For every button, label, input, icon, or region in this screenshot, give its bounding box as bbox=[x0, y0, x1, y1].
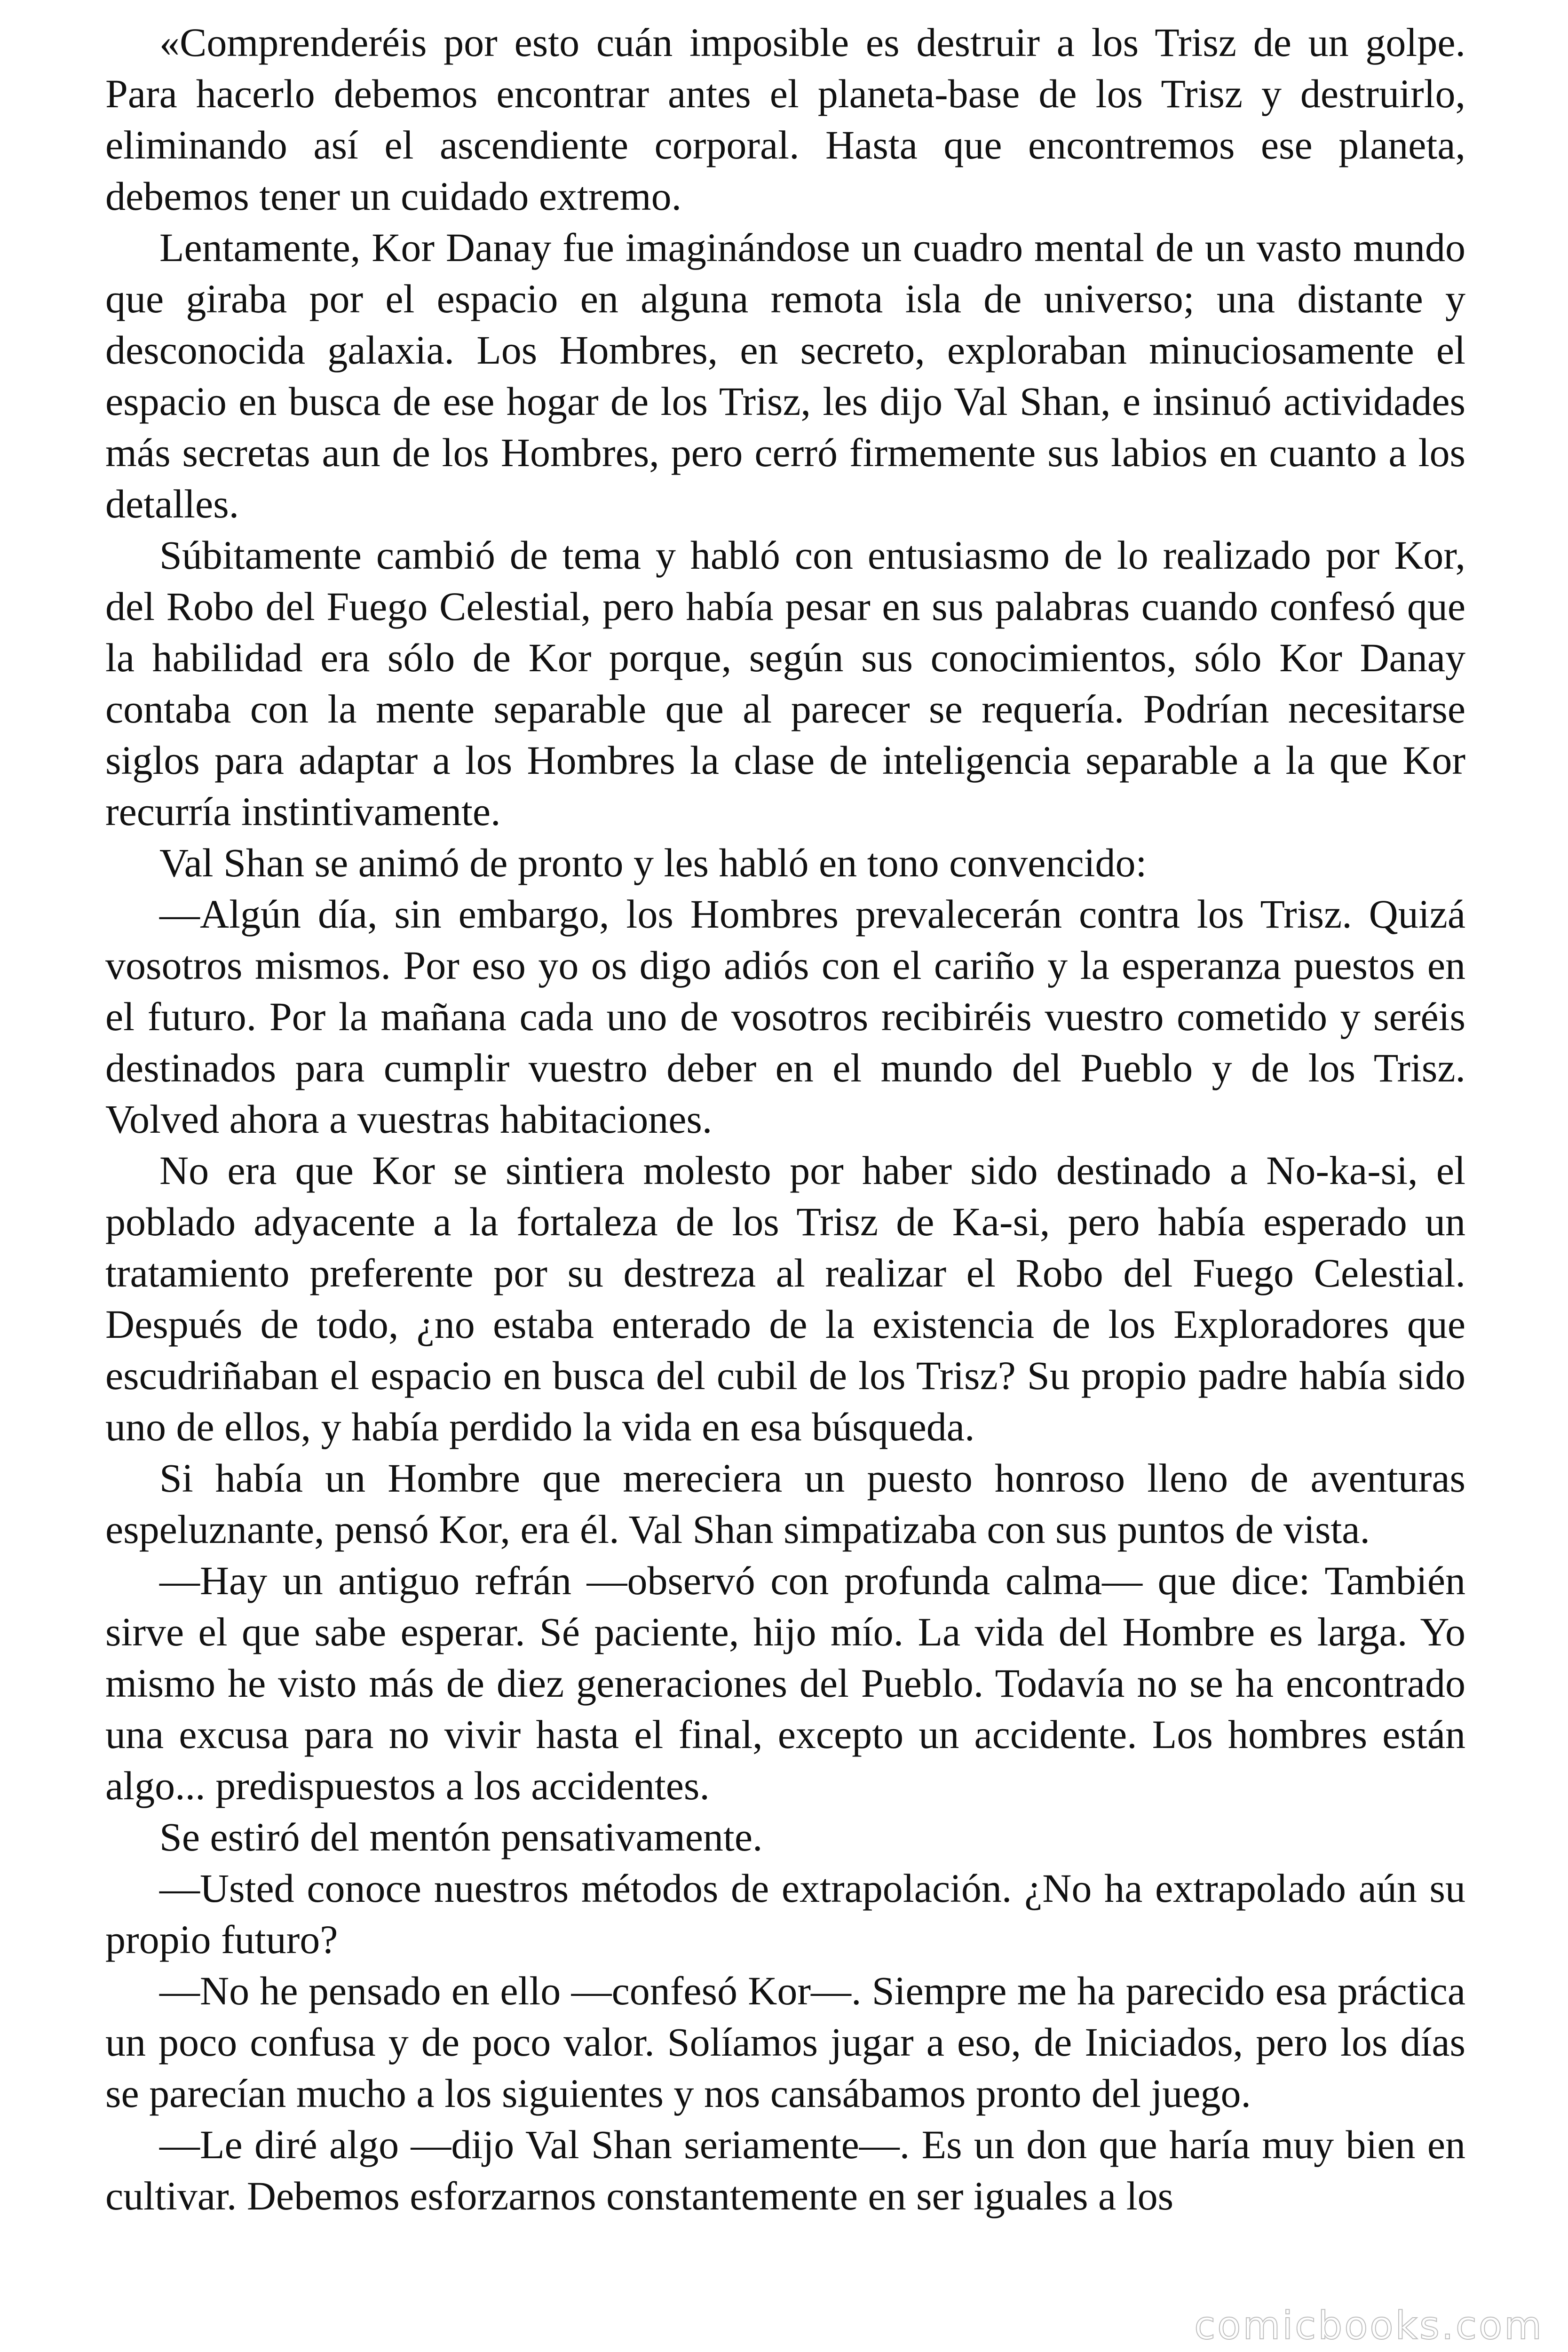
paragraph-10: —Usted conoce nuestros métodos de extrapolación. ¿No ha extrapolado aún su propio futuro? bbox=[105, 1866, 1465, 1962]
paragraph-2: Lentamente, Kor Danay fue imaginándose un cuadro mental de un vasto mundo que giraba por el espacio en alguna remota isla de universo; una distante y desconocida galaxia. Los Hombres, en secreto, exploraban minuciosamente el espacio en busca de ese hogar de los Trisz, les dijo Val Shan, e insinuó actividades más secretas aun de los Hombres, pero cerró firmemente sus labios en cuanto a los detalles. bbox=[105, 225, 1465, 526]
paragraph-1: «Comprenderéis por esto cuán imposible es destruir a los Trisz de un golpe. Para hacerlo debemos encontrar antes el planeta-base de los Trisz y destruirlo, eliminando así el ascendiente corporal. Hasta que encontremos ese planeta, debemos tener un cuidado extremo. bbox=[105, 20, 1465, 219]
paragraph-11: —No he pensado en ello —confesó Kor—. Siempre me ha parecido esa práctica un poco confusa y de poco valor. Solíamos jugar a eso, de Iniciados, pero los días se parecían mucho a los siguientes y nos cansábamos pronto del juego. bbox=[105, 1968, 1465, 2116]
paragraph-6: No era que Kor se sintiera molesto por haber sido destinado a No-ka-si, el poblado adyacente a la fortaleza de los Trisz de Ka-si, pero había esperado un tratamiento preferente por su destreza al realizar el Robo del Fuego Celestial. Después de todo, ¿no estaba enterado de la existencia de los Exploradores que escudriñaban el espacio en busca del cubil de los Trisz? Su propio padre había sido uno de ellos, y había perdido la vida en esa búsqueda. bbox=[105, 1148, 1465, 1449]
paragraph-12: —Le diré algo —dijo Val Shan seriamente—. Es un don que haría muy bien en cultivar. Debemos esforzarnos constantemente en ser iguales a los bbox=[105, 2122, 1465, 2218]
paragraph-4: Val Shan se animó de pronto y les habló en tono convencido: bbox=[159, 840, 1147, 885]
watermark: comicbooks.com bbox=[1194, 2304, 1544, 2348]
document-page bbox=[105, 17, 1465, 2222]
paragraph-9: Se estiró del mentón pensativamente. bbox=[159, 1814, 763, 1859]
paragraph-7: Si había un Hombre que mereciera un puesto honroso lleno de aventuras espeluznante, pensó Kor, era él. Val Shan simpatizaba con sus puntos de vista. bbox=[105, 1455, 1465, 1552]
paragraph-8: —Hay un antiguo refrán —observó con profunda calma— que dice: También sirve el que sabe esperar. Sé paciente, hijo mío. La vida del Hombre es larga. Yo mismo he visto más de diez generaciones del Pueblo. Todavía no se ha encontrado una excusa para no vivir hasta el final, excepto un accidente. Los hombres están algo... predispuestos a los accidentes. bbox=[105, 1558, 1465, 1808]
paragraph-3: Súbitamente cambió de tema y habló con entusiasmo de lo realizado por Kor, del Robo del Fuego Celestial, pero había pesar en sus palabras cuando confesó que la habilidad era sólo de Kor porque, según sus conocimientos, sólo Kor Danay contaba con la mente separable que al parecer se requería. Podrían necesitarse siglos para adaptar a los Hombres la clase de inteligencia separable a la que Kor recurría instintivamente. bbox=[105, 532, 1465, 834]
paragraph-5: —Algún día, sin embargo, los Hombres prevalecerán contra los Trisz. Quizá vosotros mismos. Por eso yo os digo adiós con el cariño y la esperanza puestos en el futuro. Por la mañana cada uno de vosotros recibiréis vuestro cometido y seréis destinados para cumplir vuestro deber en el mundo del Pueblo y de los Trisz. Volved ahora a vuestras habitaciones. bbox=[105, 891, 1465, 1142]
